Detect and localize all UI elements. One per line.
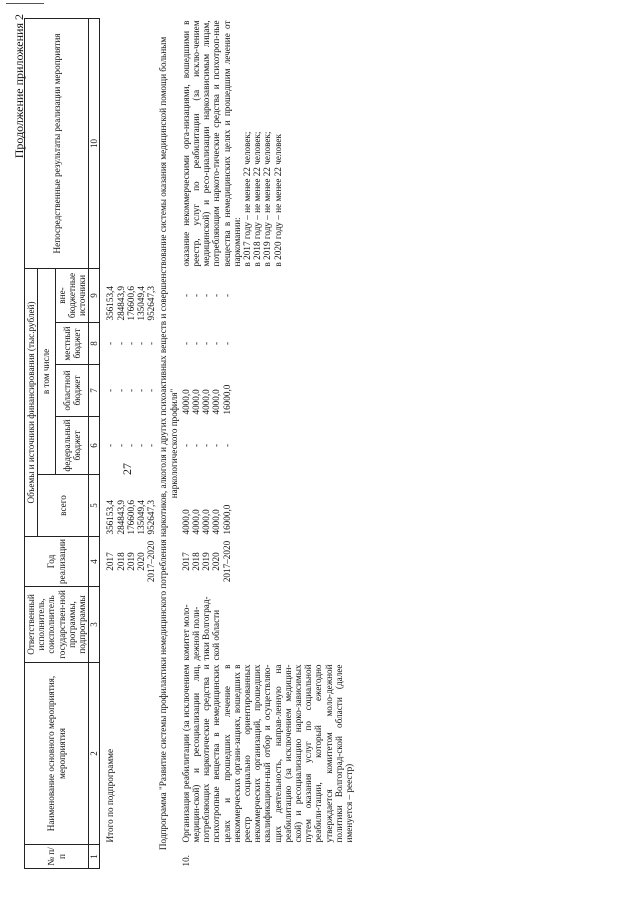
col-number: 7 <box>89 365 100 417</box>
result-item: в 2018 году – не менее 22 человек; <box>252 131 263 267</box>
federal-values: - - - - - <box>180 443 232 448</box>
total-values: 4000,0 4000,0 4000,0 4000,0 16000,0 <box>180 504 232 535</box>
subtotal-regional: - - - - - <box>105 388 157 393</box>
col-number: 9 <box>89 268 100 322</box>
col-number: 4 <box>89 537 100 587</box>
header-local: местный бюджет <box>55 323 89 365</box>
header-activity: Наименование основного мероприятия, мероприятия <box>25 663 89 845</box>
header-including: в том числе <box>38 268 55 474</box>
subtotal-years: 2017 2018 2019 2020 2017–2020 <box>105 540 157 583</box>
header-extrabudget: вне-бюджетные источники <box>55 268 89 322</box>
col-number: 3 <box>89 587 100 663</box>
result-item: в 2017 году – не менее 22 человек; <box>242 131 253 267</box>
subprogram-title-row <box>157 18 179 868</box>
subtotal-federal: - - - - - <box>105 443 157 448</box>
result-text: оказание некоммерческими орга-низациями, вошедшими в реестр, услуг по реабилитации (за исклю-чением медицинской) и ресо-циализации наркозависимым лицам, потребляющим наркото-тические средства и психотроп-ные вещества в немедицинских целях и прошедшим лечение от наркомании: <box>180 20 242 267</box>
extrabudget-values: - - - - - <box>180 293 232 298</box>
table-row <box>180 18 355 868</box>
subtotal-local: - - - - - <box>105 341 157 346</box>
row-number: 10. <box>180 855 191 867</box>
header-num: № п/п <box>25 845 89 869</box>
years: 2017 2018 2019 2020 2017–2020 <box>180 540 232 583</box>
executor: комитет моло-дежной поли-тики Волгоград-ской области <box>180 596 222 661</box>
page-number: 27 <box>120 463 134 475</box>
header-executor: Ответственный исполнитель, соисполнитель государствен-ной программы, подпрограммы <box>25 587 89 663</box>
regional-values: 4000,0 4000,0 4000,0 4000,0 16000,0 <box>180 384 232 415</box>
subtotal-row <box>100 18 158 868</box>
col-number: 2 <box>89 663 100 845</box>
header-federal: федеральный бюджет <box>55 417 89 475</box>
result-cell <box>180 18 355 268</box>
subtotal-total: 356153,4 284843,9 176600,6 135049,4 952647,3 <box>105 500 157 535</box>
header-results: Непосредственные результаты реализации мероприятия <box>25 18 89 268</box>
continuation-label: Продолжение приложения 2 <box>12 14 26 159</box>
column-numbers-row <box>89 18 100 868</box>
col-number: 8 <box>89 323 100 365</box>
header-total: всего <box>38 475 89 537</box>
header-year: Год реализации <box>25 537 89 587</box>
activity-name: Организация реабилитации (за исключением медицин-ской) и ресоциализации лиц, потребляющих наркотические средства и психотропные вещества в немедицинских целях и прошедших лечение в некоммерческих органи-зациях, вошедших в реестр социально ориентированных некоммерческих организаций, прошедших квалификацион-ный отбор и осуществляю-щих деятельность, направ-ленную на реабилитацию (за исключением медицин-ской) и ресоциализацию нарко-зависимых путем оказания услуг по социальной реабили-тации, который ежегодно утверждается комитетом моло-дежной политики Волгоград-ской области (далее именуется – реестр) <box>180 664 355 843</box>
result-item: в 2019 году – не менее 22 человек; <box>262 131 273 267</box>
subprogram-title: Подпрограмма "Развитие системы профилактики немедицинского потребления наркотиков, алкоголя и других психоактивных веществ и совершенствование системы оказания медицинской помощи больным наркологического профиля" <box>158 36 179 851</box>
col-number: 1 <box>89 845 100 869</box>
col-number: 5 <box>89 475 100 537</box>
header-funding: Объемы и источники финансирования (тыс.рублей) <box>25 268 38 536</box>
subtotal-label: Итого по подпрограмме <box>105 748 116 843</box>
col-number: 6 <box>89 417 100 475</box>
header-regional: областной бюджет <box>55 365 89 417</box>
result-item: в 2020 году – не менее 22 человек <box>272 134 283 267</box>
local-values: - - - - - <box>180 341 232 346</box>
subtotal-extrabudget: 356153,4 284843,9 176600,6 135049,4 952647,3 <box>105 286 157 321</box>
financing-table <box>24 18 355 869</box>
col-number: 10 <box>89 18 100 268</box>
